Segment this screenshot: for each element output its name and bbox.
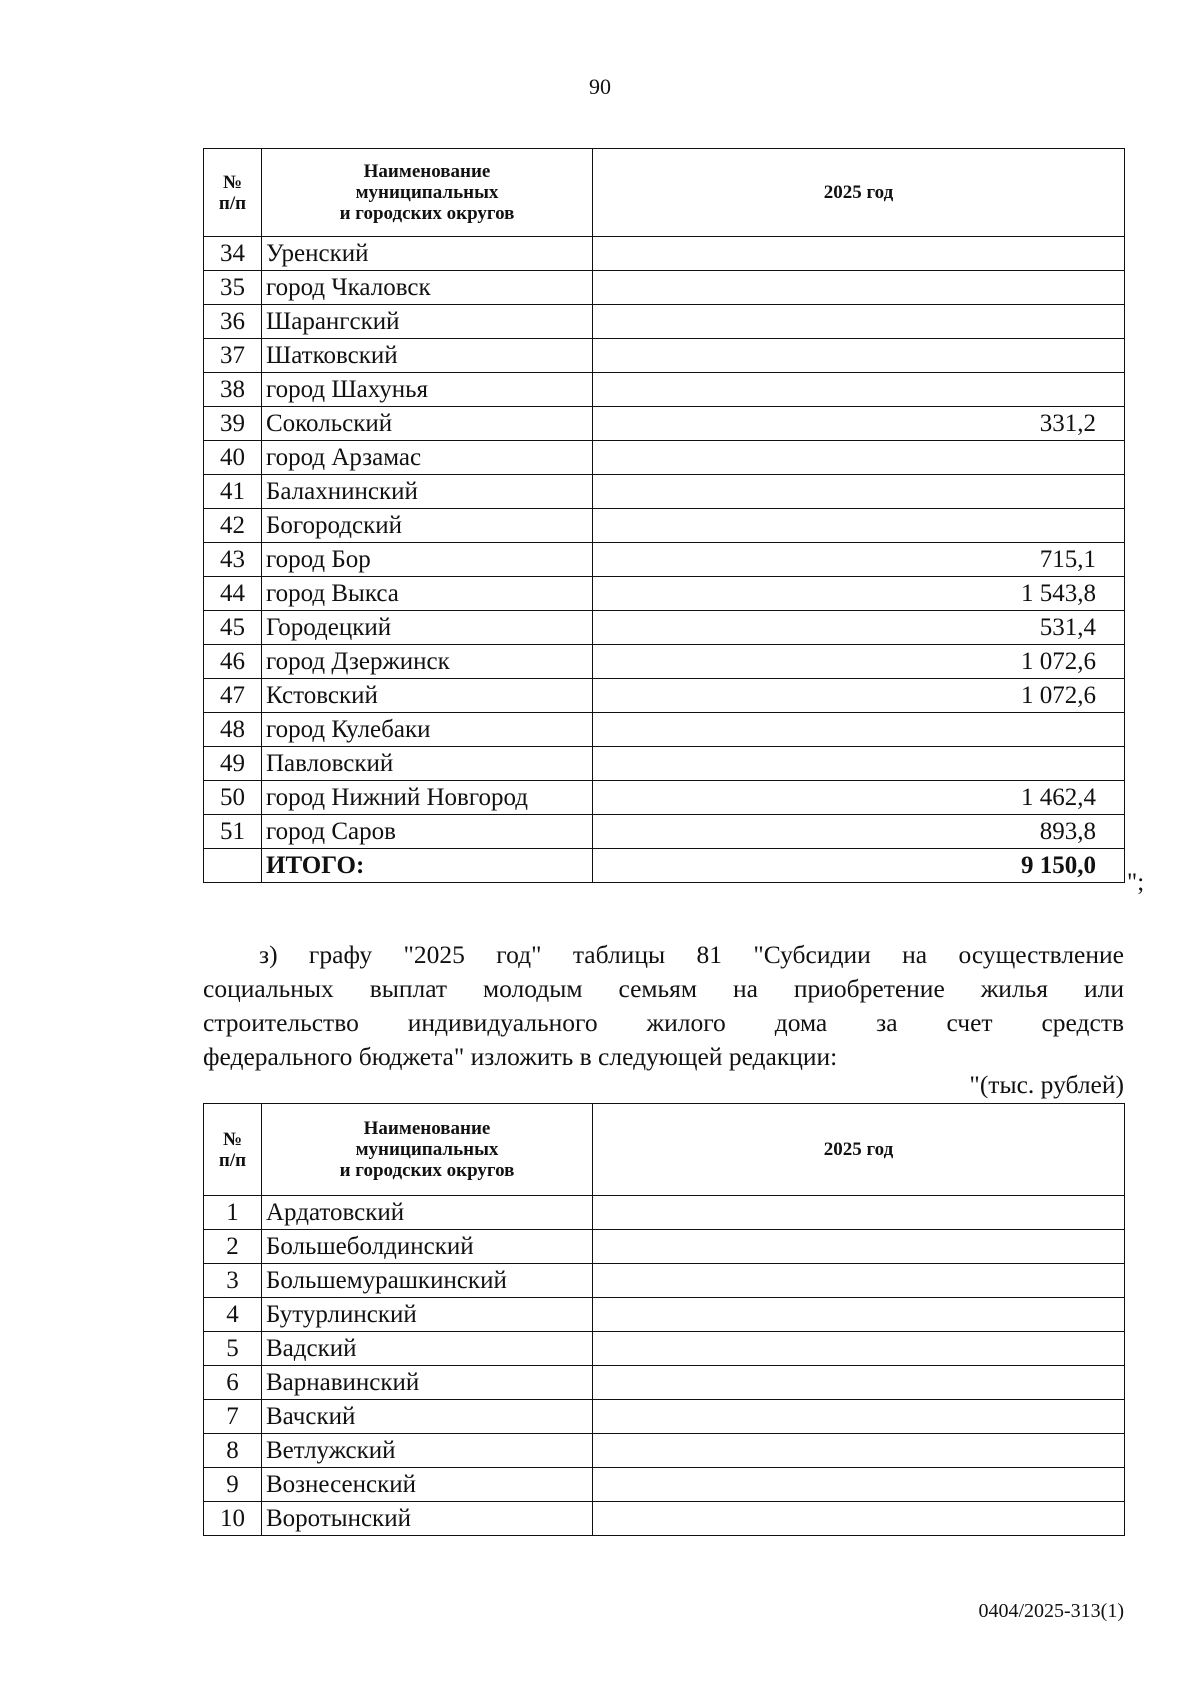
table-row — [204, 1196, 1125, 1230]
municipality-name: Балахнинский — [262, 475, 593, 509]
municipality-name: город Шахунья — [262, 373, 593, 407]
municipality-name: Уренский — [262, 237, 593, 271]
year-value — [593, 1264, 1125, 1298]
table-row — [204, 1332, 1125, 1366]
table-row — [204, 543, 1125, 577]
year-value — [593, 1434, 1125, 1468]
row-number: 35 — [204, 271, 262, 305]
row-number: 46 — [204, 645, 262, 679]
municipality-name: Сокольский — [262, 407, 593, 441]
year-value — [593, 475, 1125, 509]
young-families-subsidy-table — [203, 1103, 1125, 1536]
municipality-name: Воротынский — [262, 1502, 593, 1536]
table-row — [204, 713, 1125, 747]
year-value: 1 462,4 — [593, 781, 1125, 815]
row-number: 39 — [204, 407, 262, 441]
row-number: 38 — [204, 373, 262, 407]
paragraph-line: федерального бюджета" изложить в следующей редакции: — [203, 1042, 838, 1071]
municipality-name: Бутурлинский — [262, 1298, 593, 1332]
row-number: 8 — [204, 1434, 262, 1468]
year-value — [593, 441, 1125, 475]
municipality-name: город Бор — [262, 543, 593, 577]
municipality-name: Большемурашкинский — [262, 1264, 593, 1298]
year-value — [593, 747, 1125, 781]
row-number: 3 — [204, 1264, 262, 1298]
year-value: 331,2 — [593, 407, 1125, 441]
year-value — [593, 1366, 1125, 1400]
municipality-name: город Кулебаки — [262, 713, 593, 747]
year-value — [593, 373, 1125, 407]
table-header-row — [204, 149, 1125, 237]
municipality-name: город Саров — [262, 815, 593, 849]
amendment-paragraph — [203, 938, 1124, 1074]
header-number: № п/п — [204, 1104, 262, 1196]
total-label: ИТОГО: — [262, 849, 593, 883]
row-number: 7 — [204, 1400, 262, 1434]
row-number: 10 — [204, 1502, 262, 1536]
row-number: 9 — [204, 1468, 262, 1502]
municipality-name: город Арзамас — [262, 441, 593, 475]
year-value: 531,4 — [593, 611, 1125, 645]
row-number: 43 — [204, 543, 262, 577]
table-row — [204, 611, 1125, 645]
header-municipality: Наименование муниципальных и городских округов — [262, 1104, 593, 1196]
year-value: 893,8 — [593, 815, 1125, 849]
municipality-name: Павловский — [262, 747, 593, 781]
paragraph-line: з) графу "2025 год" таблицы 81 "Субсидии на осуществление — [259, 940, 1124, 969]
table-row — [204, 237, 1125, 271]
table-row — [204, 509, 1125, 543]
table-row — [204, 815, 1125, 849]
row-number: 51 — [204, 815, 262, 849]
row-number: 45 — [204, 611, 262, 645]
row-number: 44 — [204, 577, 262, 611]
table-row — [204, 1230, 1125, 1264]
table-row — [204, 781, 1125, 815]
subsidy-table-continued — [203, 148, 1125, 883]
header-year: 2025 год — [593, 1104, 1125, 1196]
page-number: 90 — [589, 74, 611, 99]
year-value — [593, 1502, 1125, 1536]
table-row — [204, 1366, 1125, 1400]
table-row — [204, 1502, 1125, 1536]
row-number: 37 — [204, 339, 262, 373]
row-number: 42 — [204, 509, 262, 543]
year-value — [593, 1468, 1125, 1502]
header-year: 2025 год — [593, 149, 1125, 237]
table-row — [204, 339, 1125, 373]
row-number: 4 — [204, 1298, 262, 1332]
year-value — [593, 1230, 1125, 1264]
row-number: 6 — [204, 1366, 262, 1400]
row-number: 49 — [204, 747, 262, 781]
municipality-name: город Выкса — [262, 577, 593, 611]
year-value — [593, 305, 1125, 339]
municipality-name: Шарангский — [262, 305, 593, 339]
table-row — [204, 441, 1125, 475]
table-row — [204, 475, 1125, 509]
year-value — [593, 1298, 1125, 1332]
row-number: 47 — [204, 679, 262, 713]
row-number: 2 — [204, 1230, 262, 1264]
table-row — [204, 271, 1125, 305]
row-number: 36 — [204, 305, 262, 339]
table-row — [204, 577, 1125, 611]
municipality-name: Вознесенский — [262, 1468, 593, 1502]
total-number-cell — [204, 849, 262, 883]
total-value: 9 150,0 — [593, 849, 1125, 883]
row-number: 50 — [204, 781, 262, 815]
municipality-name: Ветлужский — [262, 1434, 593, 1468]
year-value — [593, 339, 1125, 373]
municipality-name: Ардатовский — [262, 1196, 593, 1230]
header-number: № п/п — [204, 149, 262, 237]
year-value — [593, 271, 1125, 305]
paragraph-line: строительство индивидуального жилого дома за счет средств — [203, 1008, 1124, 1037]
row-number: 34 — [204, 237, 262, 271]
row-number: 1 — [204, 1196, 262, 1230]
municipality-name: Шатковский — [262, 339, 593, 373]
municipality-name: Кстовский — [262, 679, 593, 713]
row-number: 40 — [204, 441, 262, 475]
row-number: 48 — [204, 713, 262, 747]
year-value: 1 072,6 — [593, 645, 1125, 679]
table-row — [204, 1264, 1125, 1298]
table-row — [204, 407, 1125, 441]
year-value: 715,1 — [593, 543, 1125, 577]
table-row — [204, 645, 1125, 679]
total-row — [204, 849, 1125, 883]
table-row — [204, 305, 1125, 339]
table-row — [204, 1298, 1125, 1332]
municipality-name: город Нижний Новгород — [262, 781, 593, 815]
municipality-name: Городецкий — [262, 611, 593, 645]
header-municipality: Наименование муниципальных и городских округов — [262, 149, 593, 237]
year-value — [593, 509, 1125, 543]
document-code: 0404/2025-313(1) — [978, 1600, 1124, 1622]
table-row — [204, 1434, 1125, 1468]
unit-note: "(тыс. рублей) — [969, 1070, 1124, 1099]
table-row — [204, 679, 1125, 713]
year-value — [593, 1400, 1125, 1434]
municipality-name: Вачский — [262, 1400, 593, 1434]
closing-quote: "; — [1127, 869, 1145, 896]
paragraph-line: социальных выплат молодым семьям на приобретение жилья или — [203, 974, 1124, 1003]
table-row — [204, 747, 1125, 781]
municipality-name: Большеболдинский — [262, 1230, 593, 1264]
table-header-row — [204, 1104, 1125, 1196]
year-value: 1 543,8 — [593, 577, 1125, 611]
row-number: 41 — [204, 475, 262, 509]
year-value: 1 072,6 — [593, 679, 1125, 713]
year-value — [593, 237, 1125, 271]
municipality-name: город Чкаловск — [262, 271, 593, 305]
municipality-name: Богородский — [262, 509, 593, 543]
year-value — [593, 713, 1125, 747]
municipality-name: город Дзержинск — [262, 645, 593, 679]
municipality-name: Варнавинский — [262, 1366, 593, 1400]
table-row — [204, 1400, 1125, 1434]
table-row — [204, 373, 1125, 407]
table-row — [204, 1468, 1125, 1502]
municipality-name: Вадский — [262, 1332, 593, 1366]
row-number: 5 — [204, 1332, 262, 1366]
year-value — [593, 1332, 1125, 1366]
year-value — [593, 1196, 1125, 1230]
